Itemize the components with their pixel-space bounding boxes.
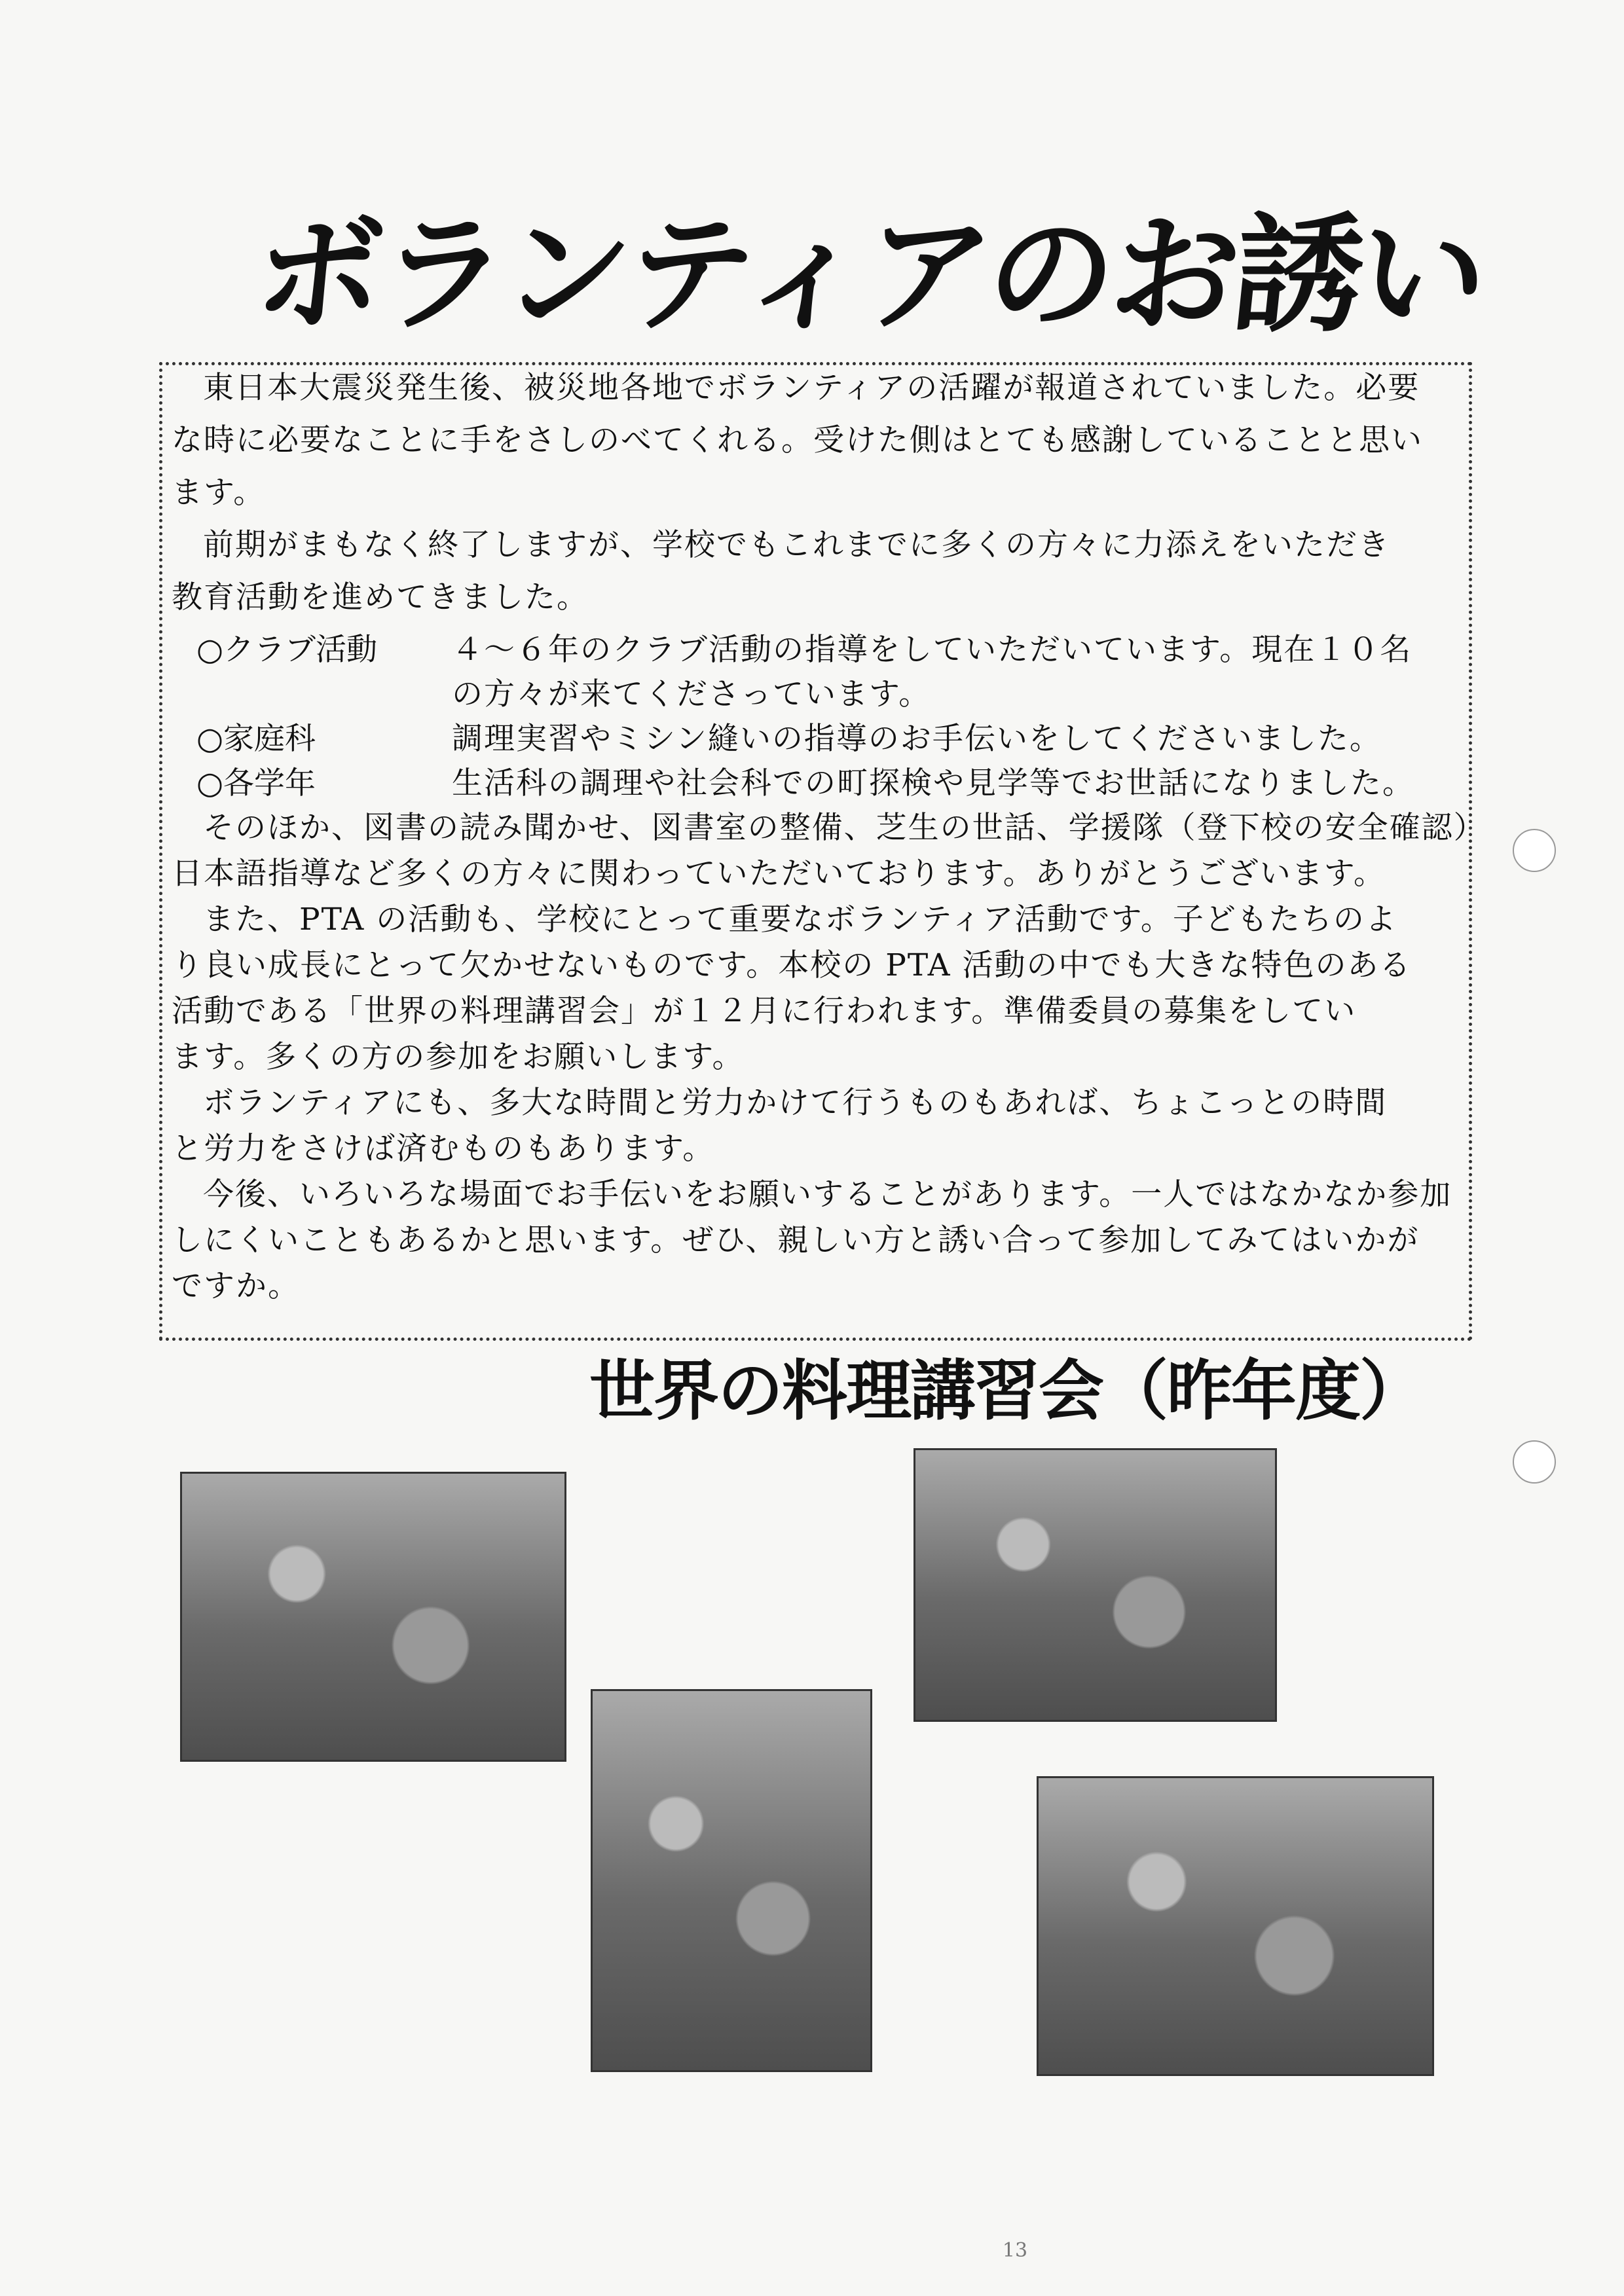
body-line: り良い成長にとって欠かせないものです。本校の PTA 活動の中でも大きな特色のある	[172, 947, 1412, 983]
body-line: 今後、いろいろな場面でお手伝いをお願いすることがあります。一人ではなかなか参加	[203, 1176, 1452, 1212]
body-line: しにくいこともあるかと思います。ぜひ、親しい方と誘い合って参加してみてはいかが	[172, 1222, 1420, 1258]
body-line: また、PTA の活動も、学校にとって重要なボランティア活動です。子どもたちのよ	[203, 902, 1397, 938]
cooking-photo-1	[180, 1472, 566, 1762]
page-number: 13	[1002, 2239, 1028, 2262]
body-line: そのほか、図書の読み聞かせ、図書室の整備、芝生の世話、学援隊（登下校の安全確認）	[203, 810, 1486, 846]
punch-hole	[1513, 829, 1556, 872]
body-line: ボランティアにも、多大な時間と労力かけて行うものもあれば、ちょこっとの時間	[203, 1085, 1388, 1121]
activity-text-club: の方々が来てくださっています。	[452, 676, 931, 712]
body-line: と労力をさけば済むものもあります。	[172, 1131, 715, 1167]
activity-label-homeec: ○家庭科	[196, 721, 316, 757]
cooking-photo-2	[913, 1448, 1277, 1722]
cooking-photo-3	[591, 1689, 872, 2072]
activity-text-grades: 生活科の調理や社会科での町探検や見学等でお世話になりました。	[452, 765, 1414, 801]
activity-text-homeec: 調理実習やミシン縫いの指導のお手伝いをしてくださいました。	[452, 721, 1382, 757]
body-line: ですか。	[172, 1268, 300, 1304]
body-line: ます。多くの方の参加をお願いします。	[172, 1039, 745, 1075]
body-line: 活動である「世界の料理講習会」が１２月に行われます。準備委員の募集をしてい	[172, 993, 1357, 1029]
activity-text-club: ４～６年のクラブ活動の指導をしていただいています。現在１０名	[452, 632, 1412, 668]
body-line: 日本語指導など多くの方々に関わっていただいております。ありがとうございます。	[172, 856, 1386, 892]
intro-line: ます。	[172, 475, 266, 511]
cooking-photo-4	[1037, 1776, 1434, 2076]
intro-line: 教育活動を進めてきました。	[172, 579, 589, 615]
activity-label-club: ○クラブ活動	[196, 632, 378, 668]
intro-line: 東日本大震災発生後、被災地各地でボランティアの活躍が報道されていました。必要	[203, 370, 1420, 406]
punch-hole	[1513, 1440, 1556, 1484]
section-title: 世界の料理講習会（昨年度）	[589, 1353, 1424, 1429]
intro-line: 前期がまもなく終了しますが、学校でもこれまでに多くの方々に力添えをいただき	[203, 527, 1390, 563]
intro-line: な時に必要なことに手をさしのべてくれる。受けた側はとても感謝していることと思い	[172, 422, 1423, 458]
page-title: ボランティアのお誘い	[248, 200, 1491, 349]
activity-label-grades: ○各学年	[196, 765, 316, 801]
